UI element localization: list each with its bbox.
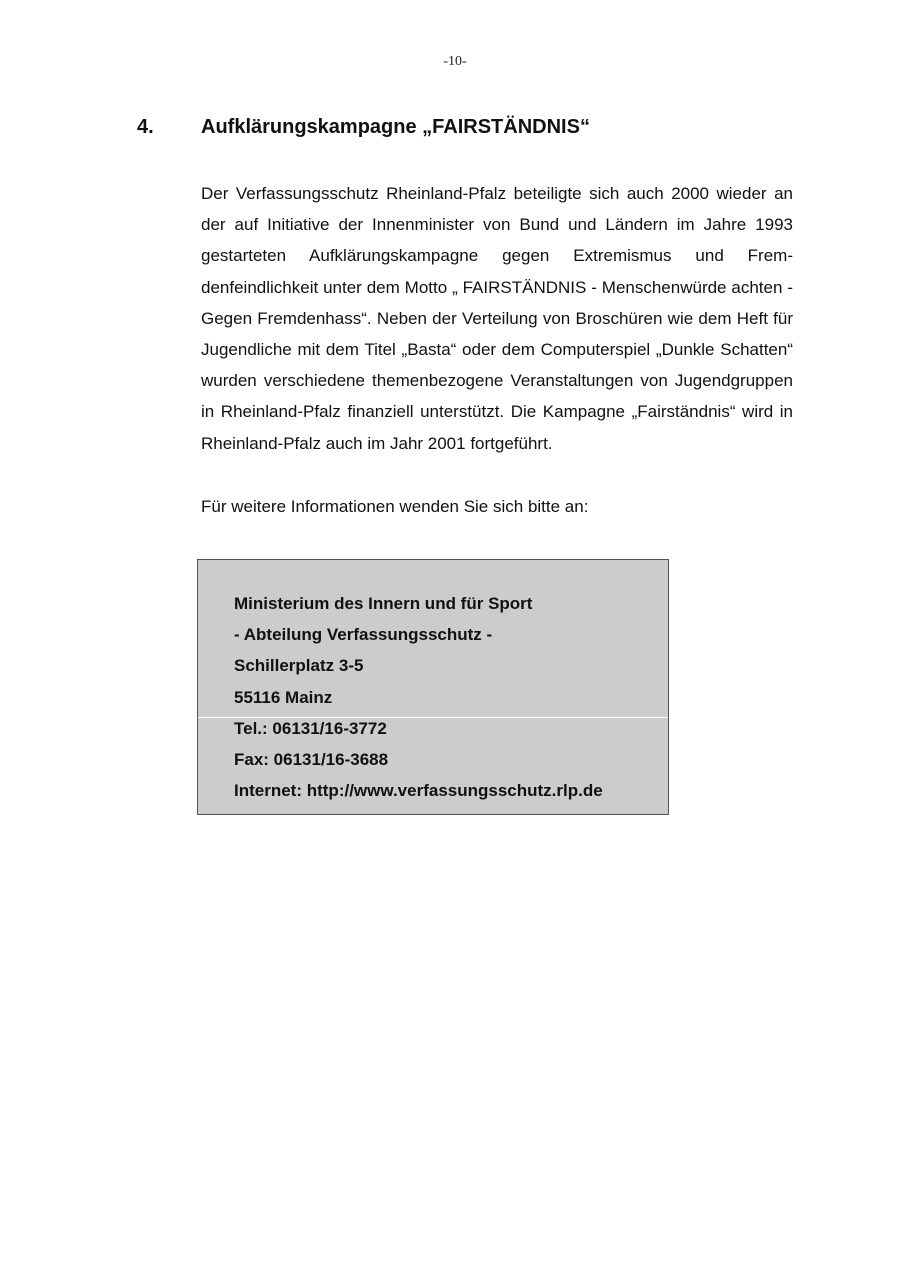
contact-box [197,559,669,815]
section-title: Aufklärungskampagne „FAIRSTÄNDNIS“ [201,116,590,138]
contact-street: Schillerplatz 3-5 [234,656,364,676]
contact-intro: Für weitere Informationen wenden Sie sich bitte an: [201,497,589,516]
contact-fax: Fax: 06131/16-3688 [234,750,389,770]
contact-address-list [234,588,603,806]
contact-phone: Tel.: 06131/16-3772 [234,718,387,738]
page-number: -10- [443,54,467,69]
contact-website: Internet: http://www.verfassungsschutz.rlp.de [234,781,603,801]
contact-ministry: Ministerium des Innern und für Sport [234,594,533,613]
contact-department: - Abteilung Verfassungsschutz - [234,625,493,645]
section-number: 4. [137,116,154,138]
section-body-paragraph: Der Verfassungsschutz Rheinland-Pfalz beteiligte sich auch 2000 wieder an der auf Initiative der Innenminister von Bund und Ländern im Jahre 1993 gestarteten Aufklärungskampagne gegen Extremismus und Frem-denfeindlichkeit unter dem Motto „ FAIRSTÄNDNIS - Menschenwürde achten - Gegen Fremdenhass“. Neben der Verteilung von Broschüren wie dem Heft für Jugendliche mit dem Titel „Basta“ oder dem Computerspiel „Dunkle Schatten“ wurden verschiedene themenbezogene Veranstaltungen von Jugendgruppen in Rheinland-Pfalz finanziell unterstützt. Die Kampagne „Fairständnis“ wird in Rheinland-Pfalz auch im Jahr 2001 fortgeführt. [201,184,793,453]
contact-city: 55116 Mainz [234,687,333,707]
